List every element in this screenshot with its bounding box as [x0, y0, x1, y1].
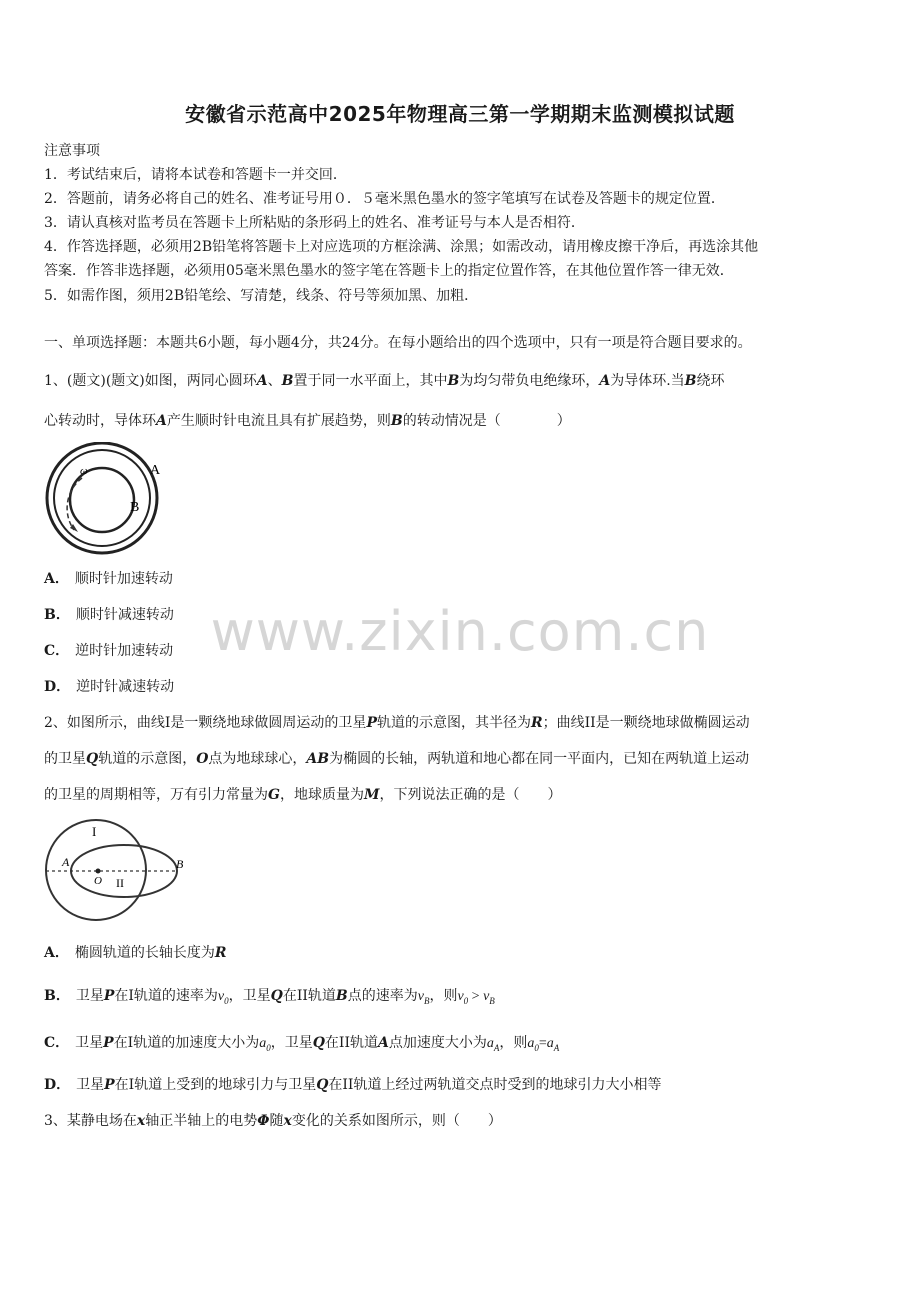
q3-text: 3、某静电场在 — [44, 1113, 137, 1129]
math-relation: = — [538, 1036, 547, 1051]
math-v0 — [218, 989, 229, 1004]
q1-var-a: A — [256, 373, 268, 389]
option-text: 在II轨道 — [282, 988, 336, 1004]
q1-var-b: B — [684, 373, 697, 389]
q1-text: 置于同一水平面上，其中 — [293, 373, 448, 389]
label-omega: ω — [80, 465, 88, 477]
q2-text: 的卫星的周期相等，万有引力常量为 — [44, 787, 268, 803]
option-text: 点加速度大小为 — [388, 1035, 487, 1051]
q2-text: 轨道的示意图， — [98, 751, 197, 767]
q2-text: 轨道的示意图，其半径为 — [376, 715, 531, 731]
math-comparison — [457, 989, 494, 1004]
q2-var-p: P — [366, 715, 377, 731]
q1-var-a: A — [599, 373, 611, 389]
option-var: R — [214, 945, 227, 961]
q2-var-ab: AB — [306, 751, 330, 767]
option-var: P — [103, 1035, 114, 1051]
math-subscript: 0 — [534, 1042, 539, 1053]
math-subscript: 0 — [266, 1042, 271, 1053]
math-subscript: A — [493, 1042, 500, 1053]
notice-item-3: 3．请认真核对监考员在答题卡上所粘贴的条形码上的姓名、准考证号与本人是否相符． — [44, 215, 585, 231]
math-subscript: A — [553, 1042, 560, 1053]
q3-var-x: x — [136, 1113, 146, 1129]
q2-text: ，地球质量为 — [279, 787, 364, 803]
option-text: 在I轨道上受到的地球引力与卫星 — [114, 1077, 317, 1093]
math-symbol: v — [457, 989, 464, 1004]
math-vb — [418, 989, 430, 1004]
option-text: 在II轨道上经过两轨道交点时受到的地球引力大小相等 — [328, 1077, 662, 1093]
math-symbol: v — [483, 989, 490, 1004]
q2-text: 为椭圆的长轴，两轨道和地心都在同一平面内，已知在两轨道上运动 — [329, 751, 750, 767]
q1-var-a: A — [156, 413, 167, 429]
q2-text: ；曲线II是一颗绕地球做椭圆运动 — [542, 715, 750, 731]
notice-item-2: 2．答题前，请务必将自己的姓名、准考证号用０．５毫米黑色墨水的签字笔填写在试卷及答题卡的规定位置． — [44, 191, 725, 207]
option-text: 逆时针减速转动 — [76, 679, 175, 695]
option-var: B — [335, 988, 348, 1004]
option-text: 顺时针减速转动 — [75, 607, 174, 623]
math-subscript: B — [423, 995, 430, 1006]
option-text: 在I轨道的加速度大小为 — [113, 1035, 260, 1051]
q2-option-a[interactable] — [44, 942, 227, 962]
option-text: ，卫星 — [228, 988, 271, 1004]
option-key: A． — [44, 571, 69, 587]
q2-orbit-figure — [44, 816, 194, 924]
option-text: ，卫星 — [270, 1035, 313, 1051]
option-var: P — [103, 988, 115, 1004]
q2-stem-line3 — [44, 784, 561, 804]
notice-item-5: 5．如需作图，须用2B铅笔绘、写清楚，线条、符号等须加黑、加粗． — [44, 288, 479, 304]
q2-text: 点为地球球心， — [208, 751, 307, 767]
q1-var-b: B — [447, 373, 460, 389]
option-key: B． — [44, 988, 70, 1004]
q2-var-q: Q — [86, 751, 99, 767]
q1-stem-line2 — [44, 410, 571, 430]
q1-text: 、 — [267, 373, 282, 389]
watermark: www.zixin.com.cn — [210, 600, 710, 663]
label-point-a: A — [62, 855, 70, 869]
q1-text: 1、(题文)(题文)如图，两同心圆环 — [44, 373, 257, 389]
q1-text: 为均匀带负电绝缘环， — [459, 373, 600, 389]
math-a0 — [259, 1036, 271, 1051]
option-key: A． — [44, 945, 69, 961]
math-aa — [487, 1036, 500, 1051]
q1-option-b[interactable] — [44, 604, 174, 624]
option-key: C． — [44, 1035, 70, 1051]
section-heading: 一、单项选择题：本题共6小题，每小题4分，共24分。在每小题给出的四个选项中，只有一项是符合题目要求的。 — [44, 335, 752, 351]
option-var: Q — [312, 1035, 325, 1051]
q2-var-g: G — [268, 787, 280, 803]
math-subscript: B — [489, 995, 495, 1006]
q2-text: 2、如图所示，曲线I是一颗绕地球做圆周运动的卫星 — [44, 715, 367, 731]
notice-item-1: 1．考试结束后，请将本试卷和答题卡一并交回． — [44, 167, 347, 183]
q3-var-x: x — [283, 1113, 292, 1129]
notice-heading: 注意事项 — [44, 143, 100, 159]
math-symbol: a — [486, 1036, 494, 1051]
q3-text: 轴正半轴上的电势 — [145, 1113, 258, 1129]
q2-var-r: R — [530, 715, 543, 731]
label-orbit-ii: II — [116, 876, 124, 890]
label-orbit-i: I — [92, 824, 97, 839]
earth-center-dot — [96, 869, 101, 874]
q1-text: 产生顺时针电流且具有扩展趋势，则 — [166, 413, 391, 429]
math-subscript: 0 — [463, 995, 469, 1006]
q1-text: 心转动时，导体环 — [44, 413, 156, 429]
option-text: 在II轨道 — [324, 1035, 378, 1051]
q2-stem-line1 — [44, 712, 750, 732]
math-symbol: v — [217, 989, 225, 1004]
option-key: B． — [44, 607, 70, 623]
option-text: 顺时针加速转动 — [74, 571, 173, 587]
q3-var-phi: Φ — [257, 1113, 270, 1129]
option-text: 卫星 — [75, 988, 104, 1004]
label-ring-a: A — [150, 463, 161, 478]
label-point-b: B — [176, 857, 184, 871]
q2-option-b[interactable] — [44, 985, 495, 1006]
ring-b — [70, 468, 134, 532]
option-text: 椭圆轨道的长轴长度为 — [74, 945, 215, 961]
option-text: 点的速率为 — [347, 988, 418, 1004]
q2-stem-line2 — [44, 748, 749, 768]
q1-text: 为导体环.当 — [610, 373, 685, 389]
q2-option-c[interactable] — [44, 1032, 559, 1053]
option-var: Q — [316, 1077, 329, 1093]
math-symbol: v — [417, 989, 424, 1004]
page-title: 安徽省示范高中2025年物理高三第一学期期末监测模拟试题 — [185, 102, 735, 126]
option-key: C． — [44, 643, 70, 659]
q3-stem — [44, 1110, 502, 1130]
q1-option-d[interactable] — [44, 676, 174, 696]
label-point-o: O — [94, 875, 102, 887]
option-text: ，则 — [499, 1035, 528, 1051]
option-text: ，则 — [429, 988, 458, 1004]
math-symbol: a — [527, 1036, 535, 1051]
option-var: P — [104, 1077, 115, 1093]
q1-text: 的转动情况是（ ） — [402, 413, 571, 429]
q2-text: ，下列说法正确的是（ ） — [379, 787, 562, 803]
option-text: 逆时针加速转动 — [75, 643, 174, 659]
option-key: D． — [44, 679, 71, 695]
q2-text: 的卫星 — [44, 751, 86, 767]
q1-option-a[interactable] — [44, 568, 173, 588]
notice-item-4: 4．作答选择题，必须用2B铅笔将答题卡上对应选项的方框涂满、涂黑；如需改动，请用橡皮擦干净后，再选涂其他 — [44, 239, 759, 255]
option-var: A — [377, 1035, 389, 1051]
q1-text: 绕环 — [696, 373, 725, 389]
q1-var-b: B — [281, 373, 294, 389]
ring-a-outer — [47, 443, 157, 553]
q2-var-m: M — [363, 787, 380, 803]
label-ring-b: B — [130, 500, 140, 515]
math-symbol: a — [259, 1036, 267, 1051]
q1-concentric-rings-figure — [44, 442, 174, 557]
math-subscript: 0 — [224, 995, 229, 1006]
math-relation: > — [468, 989, 484, 1004]
q1-var-b: B — [390, 413, 403, 429]
q2-option-d[interactable] — [44, 1074, 661, 1094]
option-text: 卫星 — [76, 1077, 105, 1093]
option-text: 在I轨道的速率为 — [114, 988, 218, 1004]
option-var: Q — [270, 988, 283, 1004]
q3-text: 随 — [269, 1113, 284, 1129]
q3-text: 变化的关系如图所示，则（ ） — [291, 1113, 502, 1129]
option-key: D． — [44, 1077, 71, 1093]
q2-var-o: O — [196, 751, 209, 767]
q1-stem-line1 — [44, 370, 725, 390]
math-symbol: a — [546, 1036, 554, 1051]
notice-item-4-cont: 答案．作答非选择题，必须用05毫米黑色墨水的签字笔在答题卡上的指定位置作答，在其他位置作答一律无效． — [44, 263, 734, 279]
math-equality — [527, 1036, 559, 1051]
option-text: 卫星 — [75, 1035, 104, 1051]
q1-option-c[interactable] — [44, 640, 173, 660]
